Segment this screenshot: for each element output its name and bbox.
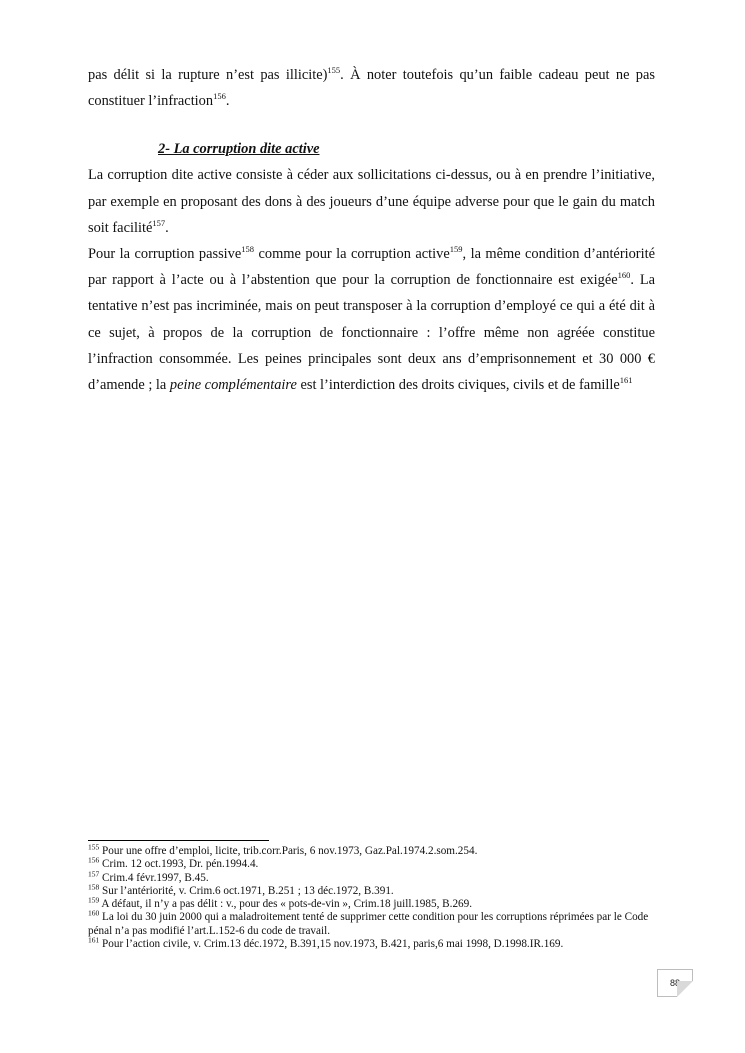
- footnote-ref[interactable]: 156: [213, 91, 226, 102]
- footnote-number: 160: [88, 908, 100, 918]
- footnote-text: Crim. 12 oct.1993, Dr. pén.1994.4.: [99, 858, 259, 871]
- text: .: [165, 219, 169, 236]
- page-body: [88, 62, 655, 398]
- footnote-text: La loi du 30 juin 2000 qui a maladroitement tenté de supprimer cette condition pour les corruptions réprimées par le Code pénal n’a pas modifié l’art.L.152-6 du code de travail.: [88, 911, 649, 937]
- text: , la même condition d’antériorité par rapport à l’acte ou à l’abstention que pour la corruption de fonctionnaire est exigée: [88, 246, 655, 289]
- footnote-number: 156: [88, 855, 100, 865]
- footnote-text: A défaut, il n’y a pas délit : v., pour des « pots-de-vin », Crim.18 juill.1985, B.269.: [99, 898, 473, 911]
- footnote: [88, 895, 656, 911]
- footnote: [88, 908, 656, 938]
- footnote-ref[interactable]: 161: [619, 375, 633, 386]
- text: comme pour la corruption active: [254, 246, 450, 263]
- text: est l’interdiction des droits civiques, civils et de famille: [296, 377, 620, 394]
- paragraph-3: [88, 241, 655, 398]
- text: . À noter toutefois qu’un faible cadeau peut ne pas constituer l’infraction: [88, 67, 655, 110]
- footnote-ref[interactable]: 158: [241, 244, 255, 255]
- footnote-ref[interactable]: 155: [327, 65, 341, 76]
- footnote-ref[interactable]: 160: [617, 270, 631, 281]
- footnote-separator: [88, 840, 269, 841]
- footnote: [88, 882, 656, 898]
- text: La corruption dite active consiste à céder aux sollicitations ci-dessus, ou à en prendre l’initiative, par exemple en proposant des dons à des joueurs d’une équipe adverse pour que le gain du match soit facilité: [88, 167, 655, 236]
- footnote-number: 157: [88, 868, 100, 878]
- text: pas délit si la rupture n’est pas illicite): [88, 67, 328, 83]
- footnote-text: Pour une offre d’emploi, licite, trib.corr.Paris, 6 nov.1973, Gaz.Pal.1974.2.som.254.: [99, 845, 478, 857]
- footnote: [88, 842, 656, 858]
- footnote-text: Sur l’antériorité, v. Crim.6 oct.1971, B.251 ; 13 déc.1972, B.391.: [99, 884, 394, 897]
- page-number: 88: [670, 978, 681, 988]
- section-heading: 2- La corruption dite active: [158, 141, 320, 158]
- footnote-text: Pour l’action civile, v. Crim.13 déc.1972, B.391,15 nov.1973, B.421, paris,6 mai 1998, D.1998.IR.169.: [99, 938, 564, 951]
- text: . La tentative n’est pas incriminée, mais on peut transposer à la corruption d’employé ce qui a été dit à ce sujet, à propos de la corruption de fonctionnaire : l’offre même non agréée constitue l’infraction consommée. Les peines principales sont deux ans d’emprisonnement et 30 000 € d’amende ; la: [88, 272, 655, 394]
- paragraph-1: [88, 62, 655, 114]
- footnote-text: Crim.4 févr.1997, B.45.: [99, 871, 209, 884]
- text: Pour la corruption passive: [88, 246, 242, 263]
- paragraph-2: [88, 162, 655, 241]
- footnote: [88, 868, 656, 885]
- footnotes: [88, 840, 656, 951]
- footnote-number: 159: [88, 895, 100, 905]
- footnote-ref[interactable]: 157: [152, 218, 166, 229]
- text: .: [225, 93, 230, 110]
- page-number-box: [657, 969, 693, 997]
- footnote: [88, 855, 656, 871]
- emphasis-text: peine complémentaire: [169, 377, 297, 394]
- page-curl-icon: [677, 981, 693, 997]
- footnote-number: 155: [88, 842, 100, 852]
- footnote: [88, 935, 656, 951]
- footnote-number: 161: [88, 935, 100, 945]
- footnote-number: 158: [88, 882, 100, 892]
- footnote-ref[interactable]: 159: [449, 244, 463, 255]
